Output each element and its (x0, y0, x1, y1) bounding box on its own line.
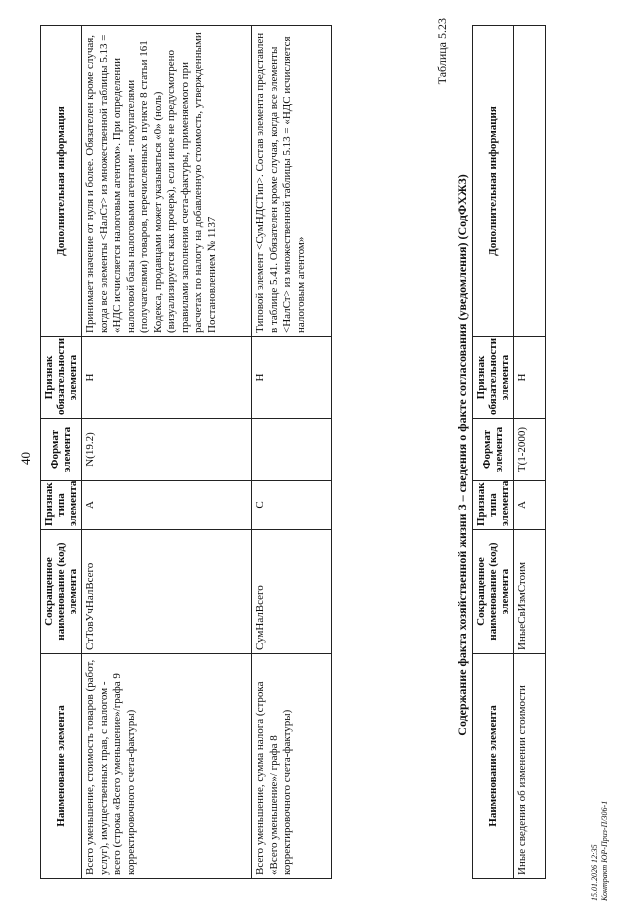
table-header-row (473, 26, 514, 879)
header-cell: Сокращенное наименование (код) элемента (41, 530, 82, 654)
header-cell: Дополнительная информация (41, 26, 82, 337)
cell-code: СтТовУчНалВсего (82, 530, 252, 654)
cell-additional-info (514, 26, 546, 337)
cell-element-name: Иные сведения об изменении стоимости (514, 654, 546, 879)
table-row (252, 26, 332, 879)
cell-code: СумНалВсего (252, 530, 332, 654)
table-header-row (41, 26, 82, 879)
cell-element-name: Всего уменьшение, сумма налога (строка «Всего уменьшение»/ графа 8 корректировочного счета-фактуры) (252, 654, 332, 879)
header-cell: Формат элемента (41, 419, 82, 481)
cell-format: Т(1-2000) (514, 419, 546, 481)
table-title: Содержание факта хозяйственной жизни 3 – сведения о факте согласования (уведомления) (СодФХЖ3) (455, 174, 469, 736)
header-cell: Формат элемента (473, 419, 514, 481)
header-cell: Сокращенное наименование (код) элемента (473, 530, 514, 654)
fact-agreement-table (472, 25, 546, 879)
cell-format (252, 419, 332, 481)
elements-table-continued (40, 25, 332, 879)
cell-type: С (252, 481, 332, 530)
header-cell: Дополнительная информация (473, 26, 514, 337)
page-number: 40 (18, 452, 33, 465)
cell-required: Н (252, 337, 332, 419)
header-cell: Признак типа элемента (41, 481, 82, 530)
cell-code: ИныеСвИзмСтоим (514, 530, 546, 654)
cell-element-name: Всего уменьшение, стоимость товаров (работ, услуг), имущественных прав, с налогом - всего (строка «Всего уменьшение»/графа 9 корректировочного счета-фактуры) (82, 654, 252, 879)
header-cell: Признак типа элемента (473, 481, 514, 530)
table-row (82, 26, 252, 879)
header-cell: Наименование элемента (41, 654, 82, 879)
header-cell: Признак обязательности элемента (473, 337, 514, 419)
cell-required: Н (82, 337, 252, 419)
header-cell: Наименование элемента (473, 654, 514, 879)
cell-additional-info: Принимает значение от нуля и более. Обязателен кроме случая, когда все элементы <НалСт> из множественной таблицы 5.13 = «НДС исчисляется налоговым агентом». При определении налоговой базы налоговыми агентами - покупателями (получателями) товаров, перечисленных в пункте 8 статьи 161 Кодекса, продавцами может указываться «0» (ноль) (визуализируется как прочерк), если иное не предусмотрено правилами заполнения счета-фактуры, применяемого при расчетах по налогу на добавленную стоимость, утвержденными Постановлением № 1137 (82, 26, 252, 337)
cell-format: N(19.2) (82, 419, 252, 481)
table-caption: Таблица 5.23 (435, 18, 449, 85)
table-row (514, 26, 546, 879)
stamp-date: 15.01.2026 12:35 (590, 844, 599, 901)
print-stamp (590, 801, 610, 901)
cell-type: А (514, 481, 546, 530)
header-cell: Признак обязательности элемента (41, 337, 82, 419)
stamp-ref: Контракт ЮР-Приз-П/306-1 (600, 800, 609, 901)
cell-type: А (82, 481, 252, 530)
cell-additional-info: Типовой элемент <СумНДСТип>. Состав элемента представлен в таблице 5.41. Обязателен кроме случая, когда все элементы <НалСт> из множественной таблицы 5.13 = «НДС исчисляется налоговым агентом» (252, 26, 332, 337)
cell-required: Н (514, 337, 546, 419)
